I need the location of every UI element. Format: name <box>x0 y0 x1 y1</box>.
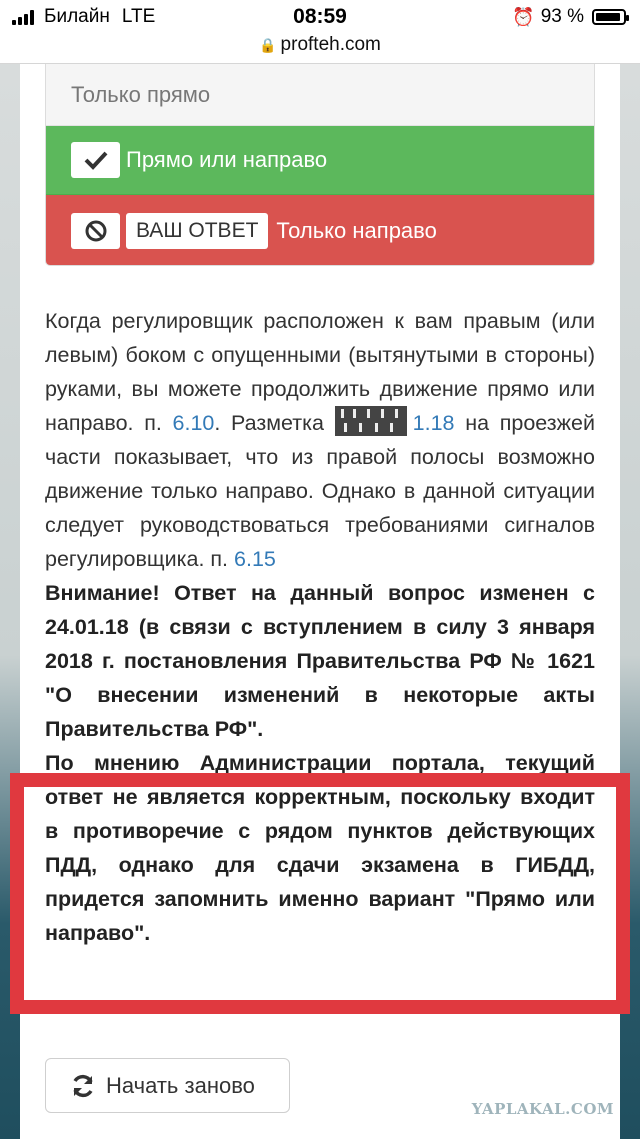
status-bar <box>0 0 640 34</box>
explanation-text: на проезжей части показывает, что из правой полосы возможно движение только направо. Однако в данной ситуации следует руководствоваться требованиями сигналов регулировщика. п. <box>45 411 595 571</box>
battery-icon <box>592 9 626 25</box>
restart-button-label: Начать заново <box>106 1072 255 1098</box>
road-marking-1-18-image <box>335 406 407 436</box>
explanation-paragraph <box>45 304 595 576</box>
clock: 08:59 <box>293 5 347 28</box>
your-answer-badge: ВАШ ОТВЕТ <box>126 213 268 249</box>
watermark: YAPLAKAL.COM <box>471 1100 614 1118</box>
answer-option-correct[interactable] <box>46 126 594 195</box>
highlight-frame <box>10 773 630 1014</box>
ban-icon <box>71 213 120 249</box>
rule-link-6-10[interactable]: 6.10 <box>172 411 215 435</box>
answer-option-wrong[interactable] <box>46 195 594 266</box>
check-icon <box>71 142 120 178</box>
alarm-clock-icon: ⏰ <box>512 6 535 27</box>
answer-option-straight-only[interactable] <box>46 64 594 126</box>
restart-button[interactable] <box>45 1058 290 1113</box>
url-text: profteh.com <box>280 34 381 55</box>
answer-label: Прямо или направо <box>126 147 328 172</box>
battery-percent: 93 % <box>540 6 584 27</box>
answer-label: Только направо <box>276 217 437 243</box>
attention-note: Внимание! Ответ на данный вопрос изменен с 24.01.18 (в связи с вступлением в силу 3 января 2018 г. постановления Правительства РФ № 1621 "О внесении изменений в некоторые акты Правительства РФ". <box>45 581 595 741</box>
explanation-text: Когда регулировщик расположен к вам правым (или левым) боком с опущенными (вытянутыми в стороны) руками, вы можете продолжить движение прямо или направо. п. <box>45 309 595 435</box>
refresh-icon <box>70 1073 96 1099</box>
carrier-name: Билайн <box>44 6 110 27</box>
admin-note: По мнению Администрации портала, текущий ответ не является корректным, поскольку входит в противоречие с рядом пунктов действующих ПДД, однако для сдачи экзамена в ГИБДД, придется запомнить именно вариант "Прямо или направо". <box>45 751 595 945</box>
status-right <box>512 6 626 28</box>
rule-link-6-15[interactable]: 6.15 <box>234 547 276 571</box>
lock-icon: 🔒 <box>259 37 277 53</box>
explanation-text: . Разметка <box>214 411 324 435</box>
network-type: LTE <box>121 6 156 27</box>
address-bar[interactable] <box>0 34 640 64</box>
rule-link-1-18[interactable]: 1.18 <box>412 411 455 435</box>
answer-label: Только прямо <box>71 81 211 107</box>
answer-list <box>45 64 595 266</box>
